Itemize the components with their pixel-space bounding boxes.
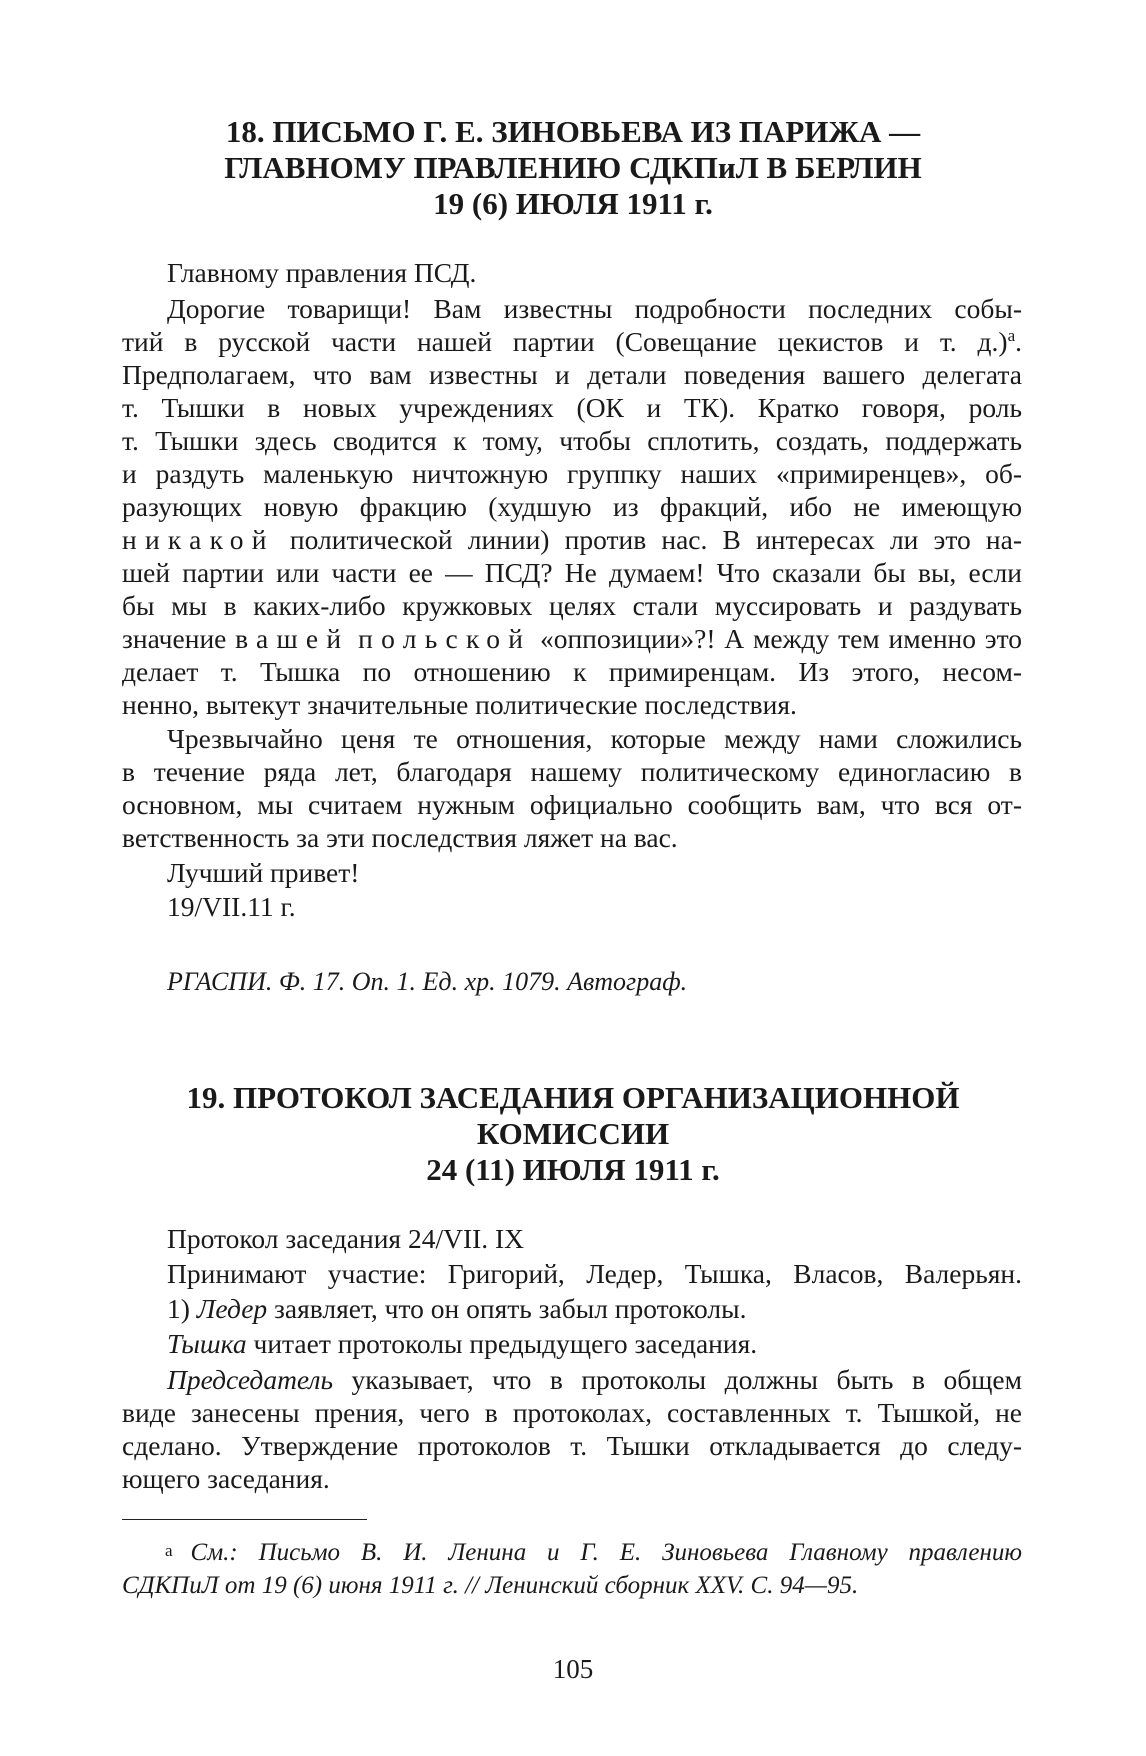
doc18-text-line: Чрезвычайно ценя те отношения, которые между нами сложились [167, 723, 1022, 754]
footnote-mark: а [165, 1541, 173, 1560]
doc18-text-line: бы мы в каких-либо кружковых целях стали муссировать и раздувать [122, 590, 1022, 621]
doc19-text-line: Принимают участие: Григорий, Ледер, Тышка, Власов, Валерьян. [167, 1258, 1022, 1289]
footnote-mark: а [1007, 325, 1016, 345]
doc18-title-line-2: ГЛАВНОМУ ПРАВЛЕНИЮ СДКПиЛ В БЕРЛИН [224, 150, 922, 185]
doc18-text-line: ветственность за эти последствия ляжет на вас. [122, 822, 678, 853]
spaced-emphasis: никакой [122, 524, 275, 555]
doc18-closing: Лучший привет! [167, 857, 360, 888]
doc19-text-line: виде занесены прения, чего в протоколах, составленных т. Тышкой, не [122, 1397, 1022, 1428]
doc18-text-line: и раздуть маленькую ничтожную группку наших «примиренцев», об- [122, 458, 1022, 489]
doc18-title-line-1: 18. ПИСЬМО Г. Е. ЗИНОВЬЕВА ИЗ ПАРИЖА — [225, 114, 921, 149]
doc19-title-line-2: КОМИССИИ [476, 1116, 670, 1151]
doc18-text-line: т. Тышки здесь сводится к тому, чтобы сплотить, создать, поддержать [122, 425, 1022, 456]
doc18-text-line: разующих новую фракцию (худшую из фракций, ибо не имеющую [122, 491, 1022, 522]
doc19-title [120, 1080, 1026, 1188]
doc18-text-line: никакой политической линии) против нас. В интересах ли это на- [122, 524, 1022, 555]
doc18-text-line: тий в русской части нашей партии (Совещание цекистов и т. д.)$^а$. [122, 325, 1022, 357]
doc18-text-line: в течение ряда лет, благодаря нашему политическому единогласию в [122, 756, 1022, 787]
spaced-emphasis: вашей [235, 623, 350, 654]
speaker-name: Ледер [196, 1293, 268, 1324]
page-number: 105 [552, 1654, 594, 1684]
doc18-text-line: ненно, вытекут значительные политические последствия. [122, 689, 797, 720]
archive-source: РГАСПИ. Ф. 17. Оп. 1. Ед. хр. 1079. Автограф. [167, 967, 688, 996]
doc18-text-line: делает т. Тышка по отношению к примиренцам. Из этого, несом- [122, 656, 1022, 687]
doc19-text-line: ющего заседания. [122, 1463, 330, 1494]
doc18-text-line: Предполагаем, что вам известны и детали поведения вашего делегата [122, 359, 1022, 390]
doc18-title [120, 114, 1026, 222]
footnote-separator [122, 1519, 367, 1520]
doc18-text-line: т. Тышки в новых учреждениях (ОК и ТК). Кратко говоря, роль [122, 392, 1022, 423]
doc18-title-line-3: 19 (6) ИЮЛЯ 1911 г. [433, 186, 713, 221]
doc18-date: 19/VII.11 г. [167, 891, 296, 922]
doc18-text-line: основном, мы считаем нужным официально сообщить вам, что вся от- [122, 789, 1022, 820]
doc19-text-line: Председатель указывает, что в протоколы должны быть в общем [167, 1364, 1023, 1395]
doc18-text-line: шей партии или части ее — ПСД? Не думаем! Что сказали бы вы, если [122, 557, 1022, 588]
doc18-text-line: Дорогие товарищи! Вам известны подробности последних собы- [167, 293, 1022, 324]
doc19-text-line: Тышка читает протоколы предыдущего заседания. [167, 1328, 758, 1359]
doc18-address: Главному правления ПСД. [167, 257, 477, 288]
doc19-text-line: Протокол заседания 24/VII. IX [167, 1223, 525, 1254]
speaker-name: Председатель [167, 1364, 333, 1395]
footnote-line: $^а$ См.: Письмо В. И. Ленина и Г. Е. Зиновьева Главному правлению [165, 1539, 1022, 1566]
speaker-name: Тышка [167, 1328, 247, 1359]
doc18-text-line: значение вашей польской «оппозиции»?! А между тем именно это [122, 623, 1023, 654]
doc19-text-line: 1) Ледер заявляет, что он опять забыл протоколы. [167, 1293, 747, 1324]
doc19-title-line-1: 19. ПРОТОКОЛ ЗАСЕДАНИЯ ОРГАНИЗАЦИОННОЙ [186, 1080, 960, 1115]
doc19-title-line-3: 24 (11) ИЮЛЯ 1911 г. [426, 1152, 720, 1187]
footnote-line: СДКПиЛ от 19 (6) июня 1911 г. // Ленинский сборник XXV. С. 94—95. [122, 1572, 859, 1599]
spaced-emphasis: польской [358, 623, 532, 654]
doc19-text-line: сделано. Утверждение протоколов т. Тышки откладывается до следу- [122, 1430, 1022, 1461]
